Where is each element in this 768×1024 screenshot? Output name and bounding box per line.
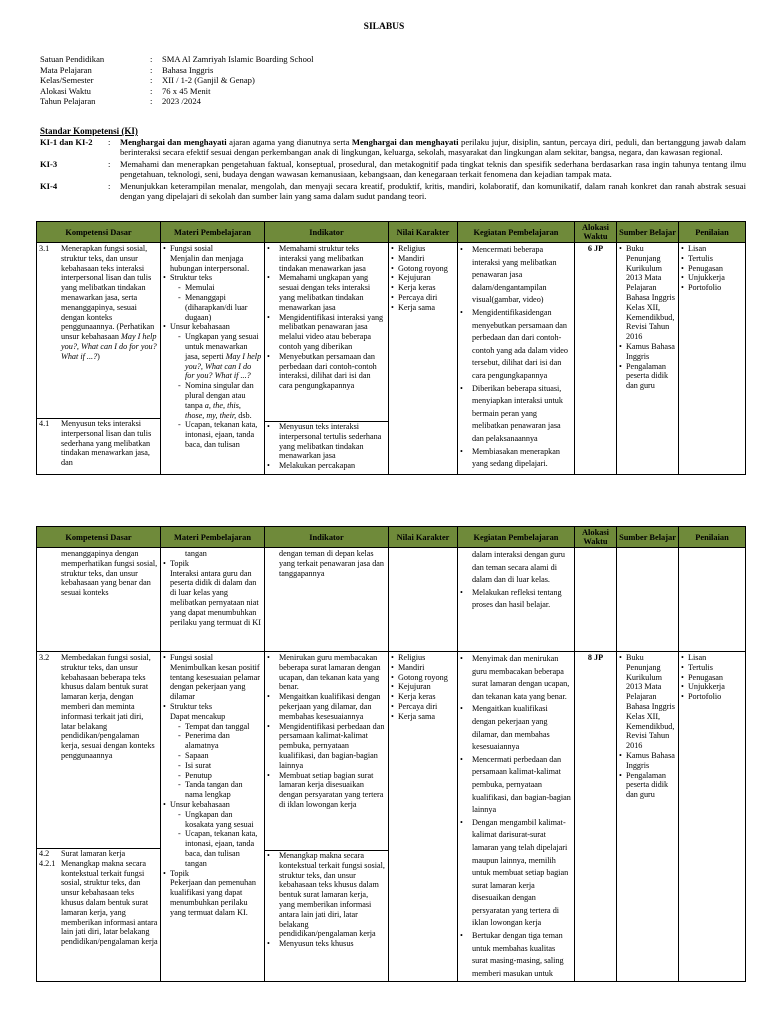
materi-subitem: - Ucapan, tekanan kata, intonasi, ejaan, tanda baca, dan tulisan: [178, 420, 262, 449]
indikator-block: [267, 653, 386, 850]
ki-bold: Menghargai dan menghayati: [351, 137, 459, 147]
col-header: Nilai Karakter: [389, 527, 458, 548]
nilai-item: • Kejujuran: [391, 273, 455, 283]
ki-text-part: perilaku jujur, disiplin, santun, percaya diri, peduli, dan bertanggung jawab dalam berinteraksi secara efektif sesuai dengan perkembangan anak di lingkungan, keluarga, sekolah, masyarakat dan lingkungan alam sekitar, bangsa, negara, dan kawasan regional.: [120, 137, 746, 158]
kegiatan-item: • Mencermati beberapa interaksi yang melibatkan penawaran jasa dalam/dengantampilan visual(gambar, video): [460, 244, 572, 307]
nilai-item: • Religius: [391, 653, 455, 663]
col-header: Sumber Belajar: [617, 527, 679, 548]
alokasi-cell: 6 JP: [575, 243, 617, 475]
materi-heading: Topik: [170, 868, 189, 878]
materi-sublist: [170, 332, 262, 450]
penilaian-item: • Portofolio: [681, 283, 743, 293]
indikator-block: [267, 244, 386, 421]
indikator-list: [267, 653, 386, 810]
sumber-item: • Pengalaman peserta didik dan guru: [619, 771, 676, 800]
sumber-cell: [617, 652, 679, 982]
kd-text: [39, 244, 158, 362]
materi-item: [163, 322, 262, 449]
materi-cell: [161, 243, 265, 475]
materi-sublist: [170, 810, 262, 869]
materi-heading: Unsur kebahasaan: [170, 322, 230, 332]
ki-label: KI-3: [40, 158, 58, 169]
penilaian-item: • Tertulis: [681, 663, 743, 673]
penilaian-item: • Lisan: [681, 653, 743, 663]
identity-value: Bahasa Inggris: [162, 64, 214, 75]
materi-list: [163, 559, 262, 628]
materi-subtext: tangan: [185, 549, 207, 558]
ki-colon: :: [108, 180, 111, 191]
indikator-item: • Mengaitkan kualifikasi dengan pekerjaan yang dilamar, dan membahas kesesuaiannya: [267, 692, 386, 721]
kd-number: 4.2: [39, 849, 50, 858]
materi-subtext: dsb.: [236, 410, 252, 420]
kegiatan-item: • Dengan mengambil kalimat-kalimat darisurat-surat lamaran yang telah dipelajari maupun lainnya, memilih untuk membuat setiap bagian surat lamaran kerja disesuaikan dengan persyaratan yang tertera di iklan lowongan kerja: [460, 817, 572, 930]
materi-item: [163, 653, 262, 702]
materi-subitem: [178, 332, 262, 381]
kd-number: 3.2: [39, 653, 50, 662]
materi-cell: [161, 548, 265, 652]
indikator-list: [267, 851, 386, 949]
kd-cell: [37, 548, 161, 652]
materi-subtext: Dapat mencakup: [170, 711, 226, 721]
materi-subitem: - Tempat dan tanggal: [178, 722, 262, 732]
identity-label: Kelas/Semester: [40, 75, 94, 86]
ki-bold: Menghargai dan menghayati: [120, 137, 227, 147]
kd-text: Membedakan fungsi sosial, struktur teks, dan unsur kebahasaan beberapa teks khusus dalam bentuk surat lamaran kerja, dengan memberi dan meminta informasi terkait jati diri, latar belakang pendidikan/pengalaman kerja, sesuai dengan konteks penggunaannya: [61, 653, 155, 760]
materi-subtext: Menjalin dan menjaga hubungan interpersonal.: [170, 253, 250, 273]
materi-subtext: Interaksi antara guru dan peserta didik di dalam dan di luar kelas yang melibatkan pernyataan niat yang dapat menumbuhkan perilaku yang termuat di KI: [170, 568, 261, 627]
col-header: Kegiatan Pembelajaran: [458, 527, 575, 548]
materi-heading: Struktur teks: [170, 701, 213, 711]
materi-item: [163, 559, 262, 628]
ki-text: Memahami dan menerapkan pengetahuan faktual, konseptual, prosedural, dan metakognitif pada tingkat teknis dan spesifik sederhana berdasarkan rasa ingin tahunya tentang ilmu pengetahuan, teknologi, seni, budaya dengan wawasan kemanusiaan, kebangsaan, dan kenegaraan terkait fenomena dan kejadian tampak mata.: [120, 158, 746, 180]
nilai-item: • Mandiri: [391, 663, 455, 673]
syllabus-table-2: [36, 526, 746, 982]
materi-subitem: - Isi surat: [178, 761, 262, 771]
kd-cell: [37, 652, 161, 982]
nilai-item: • Religius: [391, 244, 455, 254]
kegiatan-item: • Diberikan beberapa situasi, menyiapkan interaksi untuk bermain peran yang melibatkan penawaran jasa dan pelaksanaannya: [460, 383, 572, 446]
identity-value: 2023 /2024: [162, 96, 201, 107]
identity-row: [40, 96, 740, 107]
kd-block: [39, 419, 158, 468]
indikator-cell: [265, 243, 389, 475]
penilaian-list: [681, 653, 743, 702]
kd-note: (Perhatikan unsur kebahasaan: [61, 322, 155, 342]
sumber-list: [619, 653, 676, 800]
table-row: [37, 243, 746, 475]
kd-cell: [37, 243, 161, 475]
identity-colon: :: [150, 54, 153, 64]
penilaian-item: • Tertulis: [681, 254, 743, 264]
materi-heading: Topik: [170, 558, 189, 568]
kegiatan-item: • Melakukan refleksi tentang proses dan hasil belajar.: [460, 587, 572, 612]
col-header: Indikator: [265, 527, 389, 548]
materi-subitem: - Penerima dan alamatnya: [178, 731, 262, 751]
col-header: Penilaian: [679, 527, 746, 548]
nilai-cell: [389, 548, 458, 652]
ki-row: [40, 137, 746, 158]
kd-text-main: Menerapkan fungsi sosial, struktur teks, dan unsur kebahasaan teks interaksi interpersonal lisan dan tulis yang melibatkan tindakan menawarkan jasa, serta menanggapinya, sesuai dengan konteks penggunaannya.: [61, 244, 152, 332]
table-header-row: [37, 527, 746, 548]
kd-number: 4.2.1: [39, 858, 56, 868]
sumber-list: [619, 244, 676, 391]
materi-item: [163, 702, 262, 800]
col-header: Materi Pembelajaran: [161, 527, 265, 548]
sumber-cell: [617, 243, 679, 475]
materi-heading: Fungsi sosial: [170, 244, 213, 253]
materi-italic: a, the, this, those, my, their,: [185, 400, 241, 420]
materi-item: [163, 244, 262, 273]
nilai-item: • Percaya diri: [391, 702, 455, 712]
kegiatan-item: • Mengidentifikasidengan menyebutkan persamaan dan perbedaan dan dari contoh-contoh yang ada dalam video tersebut, dilihat dari isi dan cara pengungkapannya: [460, 307, 572, 383]
sumber-cell: [617, 548, 679, 652]
nilai-item: • Kerja sama: [391, 712, 455, 722]
nilai-item: • Gotong royong: [391, 264, 455, 274]
ki-text-part: ajaran agama yang dianutnya serta: [226, 137, 352, 147]
col-header: Kompetensi Dasar: [37, 222, 161, 243]
kegiatan-list: [460, 587, 572, 612]
penilaian-item: • Portofolio: [681, 692, 743, 702]
indikator-cell: [265, 652, 389, 982]
nilai-item: • Kejujuran: [391, 682, 455, 692]
kegiatan-cell: [458, 548, 575, 652]
kegiatan-cell: [458, 243, 575, 475]
identity-row: [40, 75, 740, 86]
ki-text: Menunjukkan keterampilan menalar, mengolah, dan menyaji secara kreatif, produktif, kritis, mandiri, kolaboratif, dan komunikatif, dalam ranah konkret dan ranah abstrak sesuai dengan yang dipelajari di sekolah dan sumber lain yang sama dalam sudut pandang teori.: [120, 180, 746, 202]
indikator-cell: [265, 548, 389, 652]
kegiatan-list: [460, 653, 572, 980]
identity-row: [40, 65, 740, 76]
kegiatan-list: [460, 244, 572, 471]
penilaian-item: • Penugasan: [681, 673, 743, 683]
indikator-text: dengan teman di depan kelas yang terkait penawaran jasa dan tanggapannya: [279, 549, 385, 578]
materi-subitem: - Tanda tangan dan nama lengkap: [178, 780, 262, 800]
sumber-item: • Buku Penunjang Kurikulum 2013 Mata Pelajaran Bahasa Inggris Kelas XII, Kemendikbud, Revisi Tahun 2016: [619, 653, 676, 751]
materi-cell: [161, 652, 265, 982]
kd-text: Menangkap makna secara kontekstual terkait fungsi sosial, struktur teks, dan unsur kebahasaan teks khusus dalam bentuk surat lamaran kerja, yang memberikan informasi antara lain jati diri, latar belakang pendidikan/pengalaman kerja: [61, 858, 158, 947]
nilai-cell: [389, 652, 458, 982]
ki-row: [40, 181, 746, 202]
indikator-item: • Memahami struktur teks interaksi yang melibatkan tindakan menawarkan jasa: [267, 244, 386, 273]
col-header: Alokasi Waktu: [575, 222, 617, 243]
ki-label: KI-1 dan KI-2: [40, 137, 93, 147]
kegiatan-item: • Mengaitkan kualifikasi dengan pekerjaan yang dilamar, dan membahas kesesuaiannya: [460, 703, 572, 753]
col-header: Sumber Belajar: [617, 222, 679, 243]
table-header-row: [37, 222, 746, 243]
kd-text: Surat lamaran kerja: [61, 849, 126, 858]
materi-heading: Fungsi sosial: [170, 653, 213, 662]
materi-sublist: [170, 722, 262, 800]
kd-block: [39, 244, 158, 418]
indikator-item: • Menangkap makna secara kontekstual terkait fungsi sosial, struktur teks, dan unsur kebahasaan teks khusus dalam bentuk surat lamaran kerja, yang memberikan informasi antara lain jati diri, latar belakang pendidikan/pengalaman kerja: [267, 851, 386, 939]
kd-number: 4.1: [39, 419, 50, 428]
identity-row: [40, 86, 740, 97]
col-header: Alokasi Waktu: [575, 527, 617, 548]
alokasi-cell: 8 JP: [575, 652, 617, 982]
kd-number: 3.1: [39, 244, 50, 253]
indikator-item: • Membuat setiap bagian surat lamaran kerja disesuaikan dengan persyaratan yang tertera di iklan lowongan kerja: [267, 771, 386, 810]
nilai-cell: [389, 243, 458, 475]
kd-note-italic: May I help you?, What can I do for you? What if ...?: [61, 332, 157, 361]
kd-block: [39, 849, 158, 859]
materi-item: [163, 800, 262, 869]
identity-label: Mata Pelajaran: [40, 64, 92, 75]
ki-colon: :: [108, 137, 111, 147]
sumber-item: • Kamus Bahasa Inggris: [619, 751, 676, 771]
indikator-item: • Menyusun teks khusus: [267, 939, 386, 949]
identity-value: 76 x 45 Menit: [162, 85, 211, 96]
document-title: SILABUS: [363, 22, 405, 32]
nilai-item: • Kerja keras: [391, 692, 455, 702]
ki-row: [40, 159, 746, 180]
table-row: [37, 548, 746, 652]
col-header: Penilaian: [679, 222, 746, 243]
table-row: [37, 652, 746, 982]
nilai-item: • Mandiri: [391, 254, 455, 264]
identity-label: Tahun Pelajaran: [40, 96, 96, 107]
materi-heading: Struktur teks: [170, 273, 213, 283]
indikator-item: • Menyusun teks interaksi interpersonal tertulis sederhana yang melibatkan tindakan menawarkan jasa: [267, 422, 386, 461]
indikator-item: • Memahami ungkapan yang sesuai dengan teks interaksi yang melibatkan tindakan menawarkan jasa: [267, 273, 386, 312]
indikator-item: • Mengidentifikasi interaksi yang melibatkan penawaran jasa melalui video atau beberapa contoh yang diberikan: [267, 313, 386, 352]
materi-list: [163, 653, 262, 918]
materi-subtext: Nomina singular dan plural dengan atau tanpa: [185, 381, 254, 410]
kd-note: ): [97, 351, 100, 361]
ki-text: [120, 137, 746, 158]
kegiatan-text: dalam interaksi dengan guru dan teman secara alami di dalam dan di luar kelas.: [472, 550, 565, 585]
materi-subitem: [178, 381, 262, 420]
identity-colon: :: [150, 64, 153, 75]
sumber-item: • Buku Penunjang Kurikulum 2013 Mata Pelajaran Bahasa Inggris Kelas XII, Kemendikbud, Revisi Tahun 2016: [619, 244, 676, 342]
materi-subtext: Pekerjaan dan pemenuhan kualifikasi yang dapat menumbuhkan perilaku yang termuat dalam KI.: [170, 878, 256, 917]
indikator-list: [267, 422, 386, 471]
identity-colon: :: [150, 75, 153, 86]
identity-value: SMA Al Zamriyah Islamic Boarding School: [162, 54, 314, 64]
materi-subitem: - Ungkapan dan kosakata yang sesuai: [178, 810, 262, 830]
col-header: Kegiatan Pembelajaran: [458, 222, 575, 243]
materi-subitem: - Menanggapi (diharapkan/di luar dugaan): [178, 293, 262, 322]
nilai-item: • Gotong royong: [391, 673, 455, 683]
indikator-item: • Mengidentifikasi perbedaan dan persamaan kalimat-kalimat pembuka, pernyataan kualifikasi, dan bagian-bagian lainnya: [267, 722, 386, 771]
identity-label: Satuan Pendidikan: [40, 54, 105, 64]
penilaian-cell: [679, 652, 746, 982]
materi-subtext: Menimbulkan kesan positif tentang kesesuaian pelamar dengan pekerjaan yang dilamar: [170, 662, 261, 702]
nilai-item: • Percaya diri: [391, 293, 455, 303]
syllabus-table-1: [36, 221, 746, 475]
alokasi-cell: [575, 548, 617, 652]
materi-subitem: - Memulai: [178, 283, 262, 293]
kd-block: [39, 653, 158, 848]
indikator-item: • Menirukan guru membacakan beberapa surat lamaran dengan ucapan, dan tekanan kata yang benar.: [267, 653, 386, 692]
ki-heading: Standar Kompetensi (KI): [40, 126, 138, 136]
col-header: Kompetensi Dasar: [37, 527, 161, 548]
nilai-list: [391, 653, 455, 722]
col-header: Materi Pembelajaran: [161, 222, 265, 243]
materi-list: [163, 244, 262, 450]
kd-block: [39, 859, 158, 947]
nilai-item: • Kerja keras: [391, 283, 455, 293]
penilaian-item: • Unjukkerja: [681, 682, 743, 692]
materi-italic: May I help you?, What can I do for you? What if ...?: [185, 351, 262, 381]
kd-text: Menyusun teks interaksi interpersonal lisan dan tulis sederhana yang melibatkan tindakan menawarkan jasa, dan: [61, 419, 152, 468]
kegiatan-cell: [458, 652, 575, 982]
penilaian-item: • Unjukkerja: [681, 273, 743, 283]
identity-value: XII / 1-2 (Ganjil & Genap): [162, 75, 255, 86]
kegiatan-item: • Mencermati perbedaan dan persamaan kalimat-kalimat pembuka, pernyataan kualifikasi, dan bagian-bagian lainnya: [460, 754, 572, 817]
sumber-item: • Pengalaman peserta didik dan guru: [619, 362, 676, 391]
penilaian-cell: [679, 548, 746, 652]
sumber-item: • Kamus Bahasa Inggris: [619, 342, 676, 362]
penilaian-item: • Lisan: [681, 244, 743, 254]
materi-item: [163, 273, 262, 322]
kd-text: menanggapinya dengan memperhatikan fungsi sosial, struktur teks, dan unsur kebahasaan yang benar dan sesuai konteks: [61, 549, 158, 598]
materi-sublist: [170, 283, 262, 322]
identity-colon: :: [150, 85, 153, 96]
kegiatan-item: • Membiasakan menerapkan yang sedang dipelajari.: [460, 446, 572, 471]
nilai-list: [391, 244, 455, 313]
materi-subtext: Ungkapan yang sesuai untuk menawarkan jasa, seperti: [185, 332, 259, 361]
materi-item: [163, 869, 262, 918]
materi-subitem: - Ucapan, tekanan kata, intonasi, ejaan, tanda baca, dan tulisan tangan: [178, 829, 262, 868]
ki-section: [40, 137, 746, 202]
nilai-item: • Kerja sama: [391, 303, 455, 313]
col-header: Nilai Karakter: [389, 222, 458, 243]
penilaian-item: • Penugasan: [681, 264, 743, 274]
col-header: Indikator: [265, 222, 389, 243]
indikator-list: [267, 244, 386, 391]
identity-row: [40, 54, 740, 65]
ki-label: KI-4: [40, 180, 58, 191]
materi-subitem: - Penutup: [178, 771, 262, 781]
penilaian-list: [681, 244, 743, 293]
kegiatan-item: • Menyimak dan menirukan guru membacakan beberapa surat lamaran dengan ucapan, dan tekanan kata yang benar.: [460, 653, 572, 703]
kegiatan-item: • Bertukar dengan tiga teman untuk membahas kualitas surat masing-masing, saling memberi masukan untuk: [460, 930, 572, 980]
penilaian-cell: [679, 243, 746, 475]
indikator-item: • Menyebutkan persamaan dan perbedaan dari contoh-contoh interaksi, dilihat dari isi dan cara pengungkapannya: [267, 352, 386, 391]
materi-heading: Unsur kebahasaan: [170, 799, 230, 809]
ki-colon: :: [108, 158, 111, 169]
identity-colon: :: [150, 96, 153, 107]
indikator-item: • Melakukan percakapan: [267, 461, 386, 471]
identity-section: [40, 54, 740, 107]
identity-label: Alokasi Waktu: [40, 85, 91, 96]
materi-subitem: - Sapaan: [178, 751, 262, 761]
